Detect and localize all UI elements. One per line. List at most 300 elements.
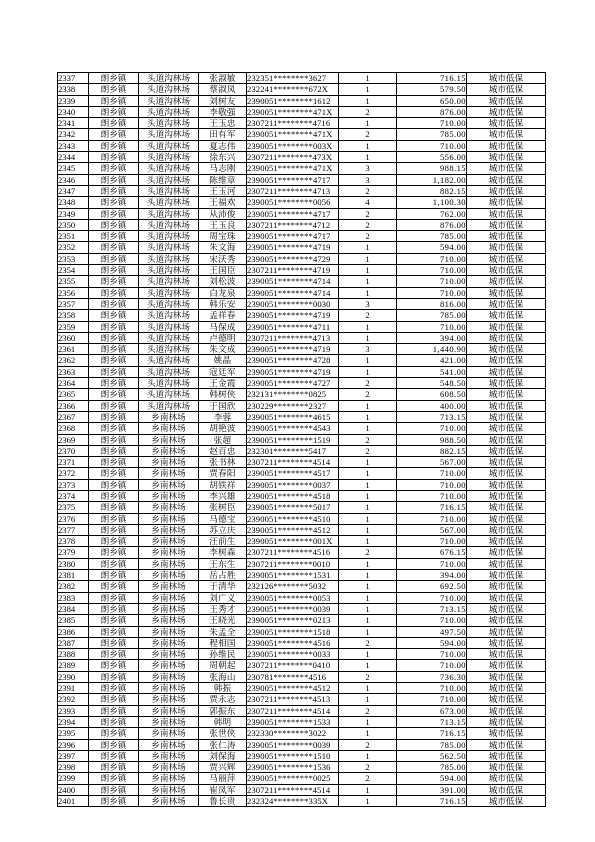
cell-assistance-type: 城市低保 bbox=[467, 219, 546, 230]
cell-amount: 988.15 bbox=[397, 163, 467, 174]
cell-amount: 710.00 bbox=[397, 615, 467, 626]
cell-assistance-type: 城市低保 bbox=[467, 174, 546, 185]
cell-serial-number: 2345 bbox=[58, 163, 89, 174]
cell-household-size: 1 bbox=[339, 321, 397, 332]
cell-forest-farm: 头道沟林场 bbox=[139, 208, 199, 219]
table-row bbox=[58, 626, 546, 637]
cell-town: 朗乡镇 bbox=[89, 321, 139, 332]
cell-household-size: 2 bbox=[339, 671, 397, 682]
cell-town: 朗乡镇 bbox=[89, 728, 139, 739]
cell-household-size: 3 bbox=[339, 163, 397, 174]
cell-household-size: 1 bbox=[339, 524, 397, 535]
cell-serial-number: 2341 bbox=[58, 118, 89, 129]
cell-household-size: 2 bbox=[339, 389, 397, 400]
table-row bbox=[58, 174, 546, 185]
cell-recipient-name: 于国欣 bbox=[199, 400, 247, 411]
cell-id-number: 2390051********4512 bbox=[247, 524, 339, 535]
cell-amount: 562.50 bbox=[397, 750, 467, 761]
cell-assistance-type: 城市低保 bbox=[467, 468, 546, 479]
cell-household-size: 1 bbox=[339, 152, 397, 163]
cell-household-size: 1 bbox=[339, 366, 397, 377]
table-row bbox=[58, 73, 546, 84]
cell-forest-farm: 头道沟林场 bbox=[139, 185, 199, 196]
cell-serial-number: 2371 bbox=[58, 457, 89, 468]
cell-forest-farm: 乡南林场 bbox=[139, 479, 199, 490]
table-row bbox=[58, 434, 546, 445]
cell-id-number: 2390051********1612 bbox=[247, 95, 339, 106]
cell-forest-farm: 乡南林场 bbox=[139, 750, 199, 761]
cell-household-size: 1 bbox=[339, 400, 397, 411]
table-row bbox=[58, 468, 546, 479]
cell-town: 朗乡镇 bbox=[89, 197, 139, 208]
cell-id-number: 2390051********0056 bbox=[247, 197, 339, 208]
table-row bbox=[58, 95, 546, 106]
cell-assistance-type: 城市低保 bbox=[467, 185, 546, 196]
cell-recipient-name: 胡铁祥 bbox=[199, 479, 247, 490]
cell-id-number: 2390051********4719 bbox=[247, 366, 339, 377]
cell-recipient-name: 鲁长贵 bbox=[199, 796, 247, 807]
table-row bbox=[58, 581, 546, 592]
cell-household-size: 1 bbox=[339, 581, 397, 592]
table-row bbox=[58, 479, 546, 490]
cell-serial-number: 2395 bbox=[58, 728, 89, 739]
cell-household-size: 1 bbox=[339, 84, 397, 95]
table-row bbox=[58, 570, 546, 581]
cell-forest-farm: 乡南林场 bbox=[139, 468, 199, 479]
cell-recipient-name: 马志刚 bbox=[199, 163, 247, 174]
cell-town: 朗乡镇 bbox=[89, 536, 139, 547]
cell-id-number: 2390051********4719 bbox=[247, 310, 339, 321]
cell-recipient-name: 崔凤军 bbox=[199, 784, 247, 795]
cell-id-number: 232330********3022 bbox=[247, 728, 339, 739]
cell-town: 朗乡镇 bbox=[89, 558, 139, 569]
cell-amount: 710.00 bbox=[397, 253, 467, 264]
cell-amount: 692.50 bbox=[397, 581, 467, 592]
cell-amount: 710.00 bbox=[397, 558, 467, 569]
cell-forest-farm: 乡南林场 bbox=[139, 626, 199, 637]
cell-household-size: 2 bbox=[339, 773, 397, 784]
cell-forest-farm: 乡南林场 bbox=[139, 603, 199, 614]
table-row bbox=[58, 152, 546, 163]
cell-amount: 710.00 bbox=[397, 536, 467, 547]
cell-household-size: 1 bbox=[339, 784, 397, 795]
cell-amount: 1,182.00 bbox=[397, 174, 467, 185]
cell-forest-farm: 头道沟林场 bbox=[139, 287, 199, 298]
cell-amount: 785.00 bbox=[397, 310, 467, 321]
cell-assistance-type: 城市低保 bbox=[467, 231, 546, 242]
table-row bbox=[58, 197, 546, 208]
cell-forest-farm: 乡南林场 bbox=[139, 513, 199, 524]
cell-amount: 579.50 bbox=[397, 84, 467, 95]
table-row bbox=[58, 671, 546, 682]
cell-town: 朗乡镇 bbox=[89, 773, 139, 784]
cell-forest-farm: 头道沟林场 bbox=[139, 298, 199, 309]
cell-amount: 710.00 bbox=[397, 513, 467, 524]
cell-assistance-type: 城市低保 bbox=[467, 626, 546, 637]
cell-assistance-type: 城市低保 bbox=[467, 423, 546, 434]
cell-amount: 876.00 bbox=[397, 106, 467, 117]
cell-town: 朗乡镇 bbox=[89, 694, 139, 705]
cell-serial-number: 2346 bbox=[58, 174, 89, 185]
cell-recipient-name: 从沛俊 bbox=[199, 208, 247, 219]
cell-id-number: 2390051********4543 bbox=[247, 423, 339, 434]
cell-id-number: 2307211********0410 bbox=[247, 660, 339, 671]
cell-recipient-name: 徐东兴 bbox=[199, 152, 247, 163]
cell-amount: 676.15 bbox=[397, 547, 467, 558]
cell-assistance-type: 城市低保 bbox=[467, 671, 546, 682]
cell-recipient-name: 贾春阳 bbox=[199, 468, 247, 479]
cell-household-size: 2 bbox=[339, 762, 397, 773]
cell-id-number: 2307211********473X bbox=[247, 152, 339, 163]
cell-forest-farm: 乡南林场 bbox=[139, 660, 199, 671]
cell-forest-farm: 头道沟林场 bbox=[139, 174, 199, 185]
cell-amount: 710.00 bbox=[397, 118, 467, 129]
cell-serial-number: 2339 bbox=[58, 95, 89, 106]
cell-amount: 716.15 bbox=[397, 728, 467, 739]
cell-household-size: 1 bbox=[339, 276, 397, 287]
assistance-recipient-table bbox=[57, 72, 546, 807]
cell-serial-number: 2365 bbox=[58, 389, 89, 400]
cell-assistance-type: 城市低保 bbox=[467, 95, 546, 106]
cell-town: 朗乡镇 bbox=[89, 152, 139, 163]
cell-serial-number: 2337 bbox=[58, 73, 89, 84]
table-row bbox=[58, 276, 546, 287]
cell-town: 朗乡镇 bbox=[89, 547, 139, 558]
cell-assistance-type: 城市低保 bbox=[467, 570, 546, 581]
cell-assistance-type: 城市低保 bbox=[467, 762, 546, 773]
cell-assistance-type: 城市低保 bbox=[467, 660, 546, 671]
cell-forest-farm: 头道沟林场 bbox=[139, 253, 199, 264]
cell-forest-farm: 乡南林场 bbox=[139, 683, 199, 694]
cell-id-number: 2390051********5017 bbox=[247, 502, 339, 513]
cell-household-size: 1 bbox=[339, 558, 397, 569]
cell-forest-farm: 乡南林场 bbox=[139, 739, 199, 750]
cell-recipient-name: 王福欢 bbox=[199, 197, 247, 208]
cell-assistance-type: 城市低保 bbox=[467, 208, 546, 219]
cell-household-size: 2 bbox=[339, 231, 397, 242]
cell-serial-number: 2350 bbox=[58, 219, 89, 230]
cell-id-number: 2307211********4712 bbox=[247, 219, 339, 230]
cell-amount: 785.00 bbox=[397, 129, 467, 140]
cell-recipient-name: 韩树侠 bbox=[199, 389, 247, 400]
cell-amount: 710.00 bbox=[397, 660, 467, 671]
cell-serial-number: 2343 bbox=[58, 140, 89, 151]
cell-serial-number: 2376 bbox=[58, 513, 89, 524]
cell-town: 朗乡镇 bbox=[89, 332, 139, 343]
cell-assistance-type: 城市低保 bbox=[467, 513, 546, 524]
cell-serial-number: 2361 bbox=[58, 344, 89, 355]
cell-recipient-name: 马保成 bbox=[199, 321, 247, 332]
cell-serial-number: 2356 bbox=[58, 287, 89, 298]
cell-town: 朗乡镇 bbox=[89, 219, 139, 230]
cell-recipient-name: 白龙泉 bbox=[199, 287, 247, 298]
cell-serial-number: 2389 bbox=[58, 660, 89, 671]
cell-forest-farm: 乡南林场 bbox=[139, 615, 199, 626]
cell-town: 朗乡镇 bbox=[89, 231, 139, 242]
cell-town: 朗乡镇 bbox=[89, 185, 139, 196]
cell-forest-farm: 头道沟林场 bbox=[139, 332, 199, 343]
cell-town: 朗乡镇 bbox=[89, 423, 139, 434]
cell-amount: 988.50 bbox=[397, 434, 467, 445]
table-row bbox=[58, 310, 546, 321]
cell-forest-farm: 头道沟林场 bbox=[139, 321, 199, 332]
cell-town: 朗乡镇 bbox=[89, 762, 139, 773]
cell-serial-number: 2352 bbox=[58, 242, 89, 253]
cell-assistance-type: 城市低保 bbox=[467, 253, 546, 264]
cell-amount: 713.15 bbox=[397, 411, 467, 422]
cell-serial-number: 2391 bbox=[58, 683, 89, 694]
cell-assistance-type: 城市低保 bbox=[467, 344, 546, 355]
cell-recipient-name: 夏志伟 bbox=[199, 140, 247, 151]
cell-assistance-type: 城市低保 bbox=[467, 411, 546, 422]
cell-town: 朗乡镇 bbox=[89, 615, 139, 626]
cell-forest-farm: 乡南林场 bbox=[139, 694, 199, 705]
cell-id-number: 2390051********0039 bbox=[247, 739, 339, 750]
table-row bbox=[58, 140, 546, 151]
cell-town: 朗乡镇 bbox=[89, 411, 139, 422]
cell-recipient-name: 孟祥春 bbox=[199, 310, 247, 321]
cell-town: 朗乡镇 bbox=[89, 479, 139, 490]
cell-serial-number: 2381 bbox=[58, 570, 89, 581]
cell-assistance-type: 城市低保 bbox=[467, 163, 546, 174]
cell-assistance-type: 城市低保 bbox=[467, 524, 546, 535]
document-page bbox=[57, 72, 545, 807]
table-row bbox=[58, 603, 546, 614]
cell-household-size: 2 bbox=[339, 219, 397, 230]
cell-assistance-type: 城市低保 bbox=[467, 490, 546, 501]
cell-serial-number: 2396 bbox=[58, 739, 89, 750]
cell-assistance-type: 城市低保 bbox=[467, 310, 546, 321]
cell-forest-farm: 头道沟林场 bbox=[139, 84, 199, 95]
table-row bbox=[58, 524, 546, 535]
cell-recipient-name: 张世侠 bbox=[199, 728, 247, 739]
cell-recipient-name: 汪前生 bbox=[199, 536, 247, 547]
cell-forest-farm: 乡南林场 bbox=[139, 784, 199, 795]
cell-amount: 762.00 bbox=[397, 208, 467, 219]
cell-household-size: 1 bbox=[339, 502, 397, 513]
cell-serial-number: 2377 bbox=[58, 524, 89, 535]
cell-household-size: 1 bbox=[339, 728, 397, 739]
cell-id-number: 2390051********0037 bbox=[247, 479, 339, 490]
cell-amount: 567.00 bbox=[397, 457, 467, 468]
table-row bbox=[58, 332, 546, 343]
cell-town: 朗乡镇 bbox=[89, 298, 139, 309]
cell-amount: 710.00 bbox=[397, 265, 467, 276]
cell-recipient-name: 朱文成 bbox=[199, 344, 247, 355]
table-row bbox=[58, 536, 546, 547]
cell-assistance-type: 城市低保 bbox=[467, 581, 546, 592]
cell-town: 朗乡镇 bbox=[89, 434, 139, 445]
cell-amount: 816.00 bbox=[397, 298, 467, 309]
cell-serial-number: 2387 bbox=[58, 637, 89, 648]
cell-forest-farm: 乡南林场 bbox=[139, 411, 199, 422]
cell-assistance-type: 城市低保 bbox=[467, 558, 546, 569]
cell-id-number: 2390051********4728 bbox=[247, 355, 339, 366]
cell-town: 朗乡镇 bbox=[89, 73, 139, 84]
table-row bbox=[58, 265, 546, 276]
cell-id-number: 2390051********003X bbox=[247, 140, 339, 151]
cell-recipient-name: 程相国 bbox=[199, 637, 247, 648]
cell-household-size: 3 bbox=[339, 174, 397, 185]
table-row bbox=[58, 106, 546, 117]
cell-serial-number: 2349 bbox=[58, 208, 89, 219]
cell-recipient-name: 王玉忠 bbox=[199, 118, 247, 129]
cell-recipient-name: 王东生 bbox=[199, 558, 247, 569]
cell-id-number: 2390051********4517 bbox=[247, 468, 339, 479]
table-row bbox=[58, 457, 546, 468]
cell-serial-number: 2373 bbox=[58, 479, 89, 490]
cell-serial-number: 2348 bbox=[58, 197, 89, 208]
cell-amount: 785.00 bbox=[397, 231, 467, 242]
cell-id-number: 2307211********4514 bbox=[247, 457, 339, 468]
cell-amount: 650.00 bbox=[397, 95, 467, 106]
cell-household-size: 1 bbox=[339, 649, 397, 660]
cell-town: 朗乡镇 bbox=[89, 671, 139, 682]
cell-assistance-type: 城市低保 bbox=[467, 796, 546, 807]
table-row bbox=[58, 208, 546, 219]
cell-assistance-type: 城市低保 bbox=[467, 400, 546, 411]
cell-assistance-type: 城市低保 bbox=[467, 332, 546, 343]
cell-id-number: 2390051********1533 bbox=[247, 716, 339, 727]
cell-serial-number: 2363 bbox=[58, 366, 89, 377]
cell-amount: 710.00 bbox=[397, 490, 467, 501]
cell-assistance-type: 城市低保 bbox=[467, 457, 546, 468]
cell-forest-farm: 乡南林场 bbox=[139, 502, 199, 513]
cell-forest-farm: 乡南林场 bbox=[139, 558, 199, 569]
cell-id-number: 2390051********471X bbox=[247, 106, 339, 117]
cell-assistance-type: 城市低保 bbox=[467, 502, 546, 513]
cell-forest-farm: 乡南林场 bbox=[139, 716, 199, 727]
cell-recipient-name: 朱孟全 bbox=[199, 626, 247, 637]
cell-recipient-name: 李敬强 bbox=[199, 106, 247, 117]
cell-serial-number: 2340 bbox=[58, 106, 89, 117]
cell-amount: 567.00 bbox=[397, 524, 467, 535]
table-row bbox=[58, 615, 546, 626]
cell-amount: 594.00 bbox=[397, 637, 467, 648]
cell-id-number: 2307211********4513 bbox=[247, 694, 339, 705]
cell-serial-number: 2392 bbox=[58, 694, 89, 705]
cell-forest-farm: 头道沟林场 bbox=[139, 106, 199, 117]
cell-town: 朗乡镇 bbox=[89, 163, 139, 174]
cell-id-number: 2390051********0030 bbox=[247, 298, 339, 309]
cell-town: 朗乡镇 bbox=[89, 378, 139, 389]
cell-recipient-name: 周宝珠 bbox=[199, 231, 247, 242]
cell-household-size: 2 bbox=[339, 208, 397, 219]
cell-id-number: 2390051********4719 bbox=[247, 344, 339, 355]
cell-town: 朗乡镇 bbox=[89, 106, 139, 117]
cell-forest-farm: 头道沟林场 bbox=[139, 355, 199, 366]
cell-recipient-name: 姚晶 bbox=[199, 355, 247, 366]
table-row bbox=[58, 739, 546, 750]
cell-household-size: 2 bbox=[339, 637, 397, 648]
cell-town: 朗乡镇 bbox=[89, 784, 139, 795]
cell-serial-number: 2380 bbox=[58, 558, 89, 569]
cell-amount: 710.00 bbox=[397, 683, 467, 694]
cell-town: 朗乡镇 bbox=[89, 524, 139, 535]
cell-recipient-name: 寇廷军 bbox=[199, 366, 247, 377]
cell-household-size: 2 bbox=[339, 445, 397, 456]
cell-recipient-name: 张书林 bbox=[199, 457, 247, 468]
cell-id-number: 2390051********4717 bbox=[247, 208, 339, 219]
cell-serial-number: 2398 bbox=[58, 762, 89, 773]
cell-id-number: 2307211********4516 bbox=[247, 547, 339, 558]
cell-id-number: 2390051********4727 bbox=[247, 378, 339, 389]
cell-amount: 556.00 bbox=[397, 152, 467, 163]
cell-id-number: 2390051********0053 bbox=[247, 592, 339, 603]
cell-id-number: 2390051********001X bbox=[247, 536, 339, 547]
table-row bbox=[58, 716, 546, 727]
cell-forest-farm: 头道沟林场 bbox=[139, 95, 199, 106]
cell-id-number: 2390051********4719 bbox=[247, 242, 339, 253]
cell-amount: 710.00 bbox=[397, 592, 467, 603]
cell-household-size: 1 bbox=[339, 660, 397, 671]
cell-amount: 710.00 bbox=[397, 276, 467, 287]
cell-forest-farm: 头道沟林场 bbox=[139, 118, 199, 129]
cell-recipient-name: 刘松波 bbox=[199, 276, 247, 287]
cell-assistance-type: 城市低保 bbox=[467, 355, 546, 366]
cell-assistance-type: 城市低保 bbox=[467, 84, 546, 95]
cell-amount: 713.15 bbox=[397, 716, 467, 727]
cell-id-number: 2307211********4713 bbox=[247, 332, 339, 343]
cell-town: 朗乡镇 bbox=[89, 344, 139, 355]
cell-forest-farm: 头道沟林场 bbox=[139, 73, 199, 84]
cell-serial-number: 2388 bbox=[58, 649, 89, 660]
cell-id-number: 2390051********0033 bbox=[247, 649, 339, 660]
table-row bbox=[58, 185, 546, 196]
cell-id-number: 2390051********1519 bbox=[247, 434, 339, 445]
cell-id-number: 2390051********4729 bbox=[247, 253, 339, 264]
cell-town: 朗乡镇 bbox=[89, 208, 139, 219]
cell-serial-number: 2383 bbox=[58, 592, 89, 603]
cell-household-size: 3 bbox=[339, 298, 397, 309]
cell-amount: 548.50 bbox=[397, 378, 467, 389]
cell-serial-number: 2374 bbox=[58, 490, 89, 501]
cell-id-number: 2390051********471X bbox=[247, 129, 339, 140]
cell-serial-number: 2364 bbox=[58, 378, 89, 389]
cell-town: 朗乡镇 bbox=[89, 739, 139, 750]
cell-recipient-name: 贾永志 bbox=[199, 694, 247, 705]
cell-recipient-name: 周朝起 bbox=[199, 660, 247, 671]
cell-serial-number: 2360 bbox=[58, 332, 89, 343]
cell-recipient-name: 刘保海 bbox=[199, 750, 247, 761]
cell-forest-farm: 乡南林场 bbox=[139, 581, 199, 592]
table-row bbox=[58, 547, 546, 558]
cell-household-size: 1 bbox=[339, 73, 397, 84]
table-row bbox=[58, 378, 546, 389]
cell-household-size: 1 bbox=[339, 603, 397, 614]
cell-assistance-type: 城市低保 bbox=[467, 603, 546, 614]
cell-recipient-name: 韩振 bbox=[199, 683, 247, 694]
cell-serial-number: 2385 bbox=[58, 615, 89, 626]
cell-household-size: 2 bbox=[339, 739, 397, 750]
cell-town: 朗乡镇 bbox=[89, 174, 139, 185]
cell-town: 朗乡镇 bbox=[89, 502, 139, 513]
cell-recipient-name: 张超 bbox=[199, 434, 247, 445]
cell-amount: 710.00 bbox=[397, 140, 467, 151]
cell-assistance-type: 城市低保 bbox=[467, 683, 546, 694]
cell-recipient-name: 郭振东 bbox=[199, 705, 247, 716]
cell-id-number: 2307211********0010 bbox=[247, 558, 339, 569]
cell-recipient-name: 苏立庆 bbox=[199, 524, 247, 535]
table-row bbox=[58, 705, 546, 716]
cell-serial-number: 2384 bbox=[58, 603, 89, 614]
cell-forest-farm: 乡南林场 bbox=[139, 445, 199, 456]
cell-id-number: 2390051********4518 bbox=[247, 490, 339, 501]
table-row bbox=[58, 253, 546, 264]
table-row bbox=[58, 558, 546, 569]
cell-serial-number: 2378 bbox=[58, 536, 89, 547]
cell-household-size: 1 bbox=[339, 683, 397, 694]
